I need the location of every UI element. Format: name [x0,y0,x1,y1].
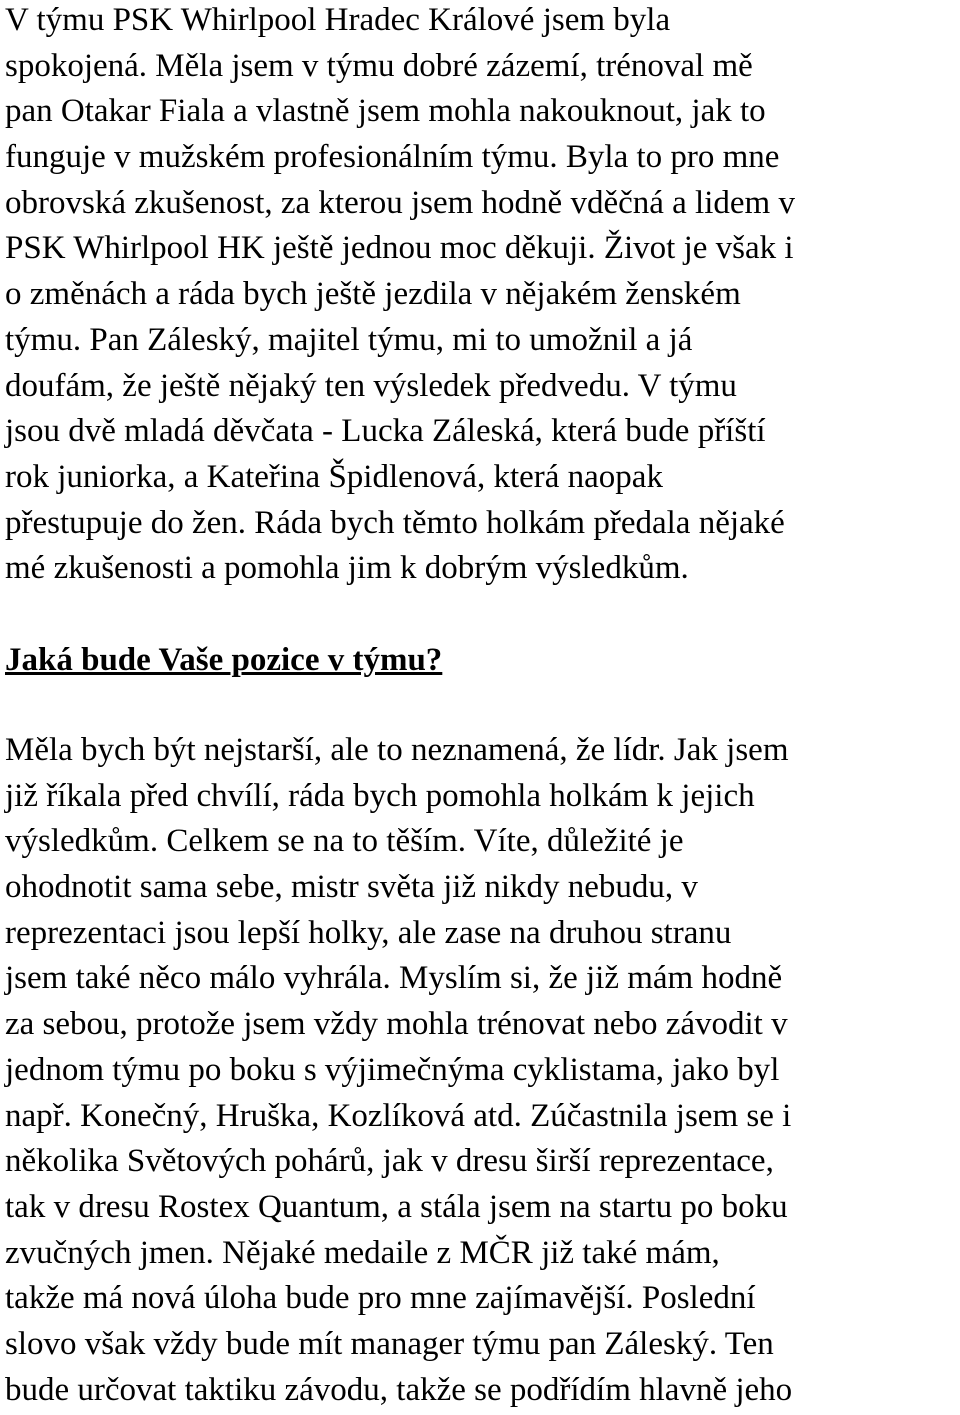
text-line: za sebou, protože jsem vždy mohla trénovat nebo závodit v [5,1006,788,1043]
text-line: např. Konečný, Hruška, Kozlíková atd. Zúčastnila jsem se i [5,1097,792,1134]
text-line: V týmu PSK Whirlpool Hradec Králové jsem byla [5,2,671,38]
paragraph-answer [5,728,960,1413]
text-line: výsledkům. Celkem se na to těším. Víte, důležité je [5,823,684,860]
text-line: pan Otakar Fiala a vlastně jsem mohla nakouknout, jak to [5,93,766,130]
text-line: spokojená. Měla jsem v týmu dobré zázemí, trénoval mě [5,47,753,84]
text-line: již říkala před chvílí, ráda bych pomohla holkám k jejich [5,777,755,814]
text-line: zvučných jmen. Nějaké medaile z MČR již také mám, [5,1234,720,1271]
text-line: doufám, že ještě nějaký ten výsledek předvedu. V týmu [5,367,737,404]
text-line: slovo však vždy bude mít manager týmu pan Záleský. Ten [5,1325,774,1362]
text-line: funguje v mužském profesionálním týmu. Byla to pro mne [5,139,780,176]
text-line: několika Světových pohárů, jak v dresu širší reprezentace, [5,1143,774,1180]
text-line: takže má nová úloha bude pro mne zajímavější. Poslední [5,1280,756,1317]
text-line: jsem také něco málo vyhrála. Myslím si, že již mám hodně [5,960,783,997]
text-line: jsou dvě mladá děvčata - Lucka Záleská, která bude příští [5,413,766,450]
paragraph-intro [5,0,960,592]
text-line: reprezentaci jsou lepší holky, ale zase na druhou stranu [5,914,732,951]
text-line: týmu. Pan Záleský, majitel týmu, mi to umožnil a já [5,321,693,358]
text-line: jednom týmu po boku s výjimečnýma cyklistama, jako byl [5,1051,780,1088]
text-line: ohodnotit sama sebe, mistr světa již nikdy nebudu, v [5,869,698,906]
text-line: PSK Whirlpool HK ještě jednou moc děkuji. Život je však i [5,230,794,267]
text-line: rok juniorka, a Kateřina Špidlenová, která naopak [5,458,663,495]
question-text: Jaká bude Vaše pozice v týmu? [5,642,443,678]
interview-question-heading [5,638,960,684]
text-line: přestupuje do žen. Ráda bych těmto holkám předala nějaké [5,504,785,541]
text-line: mé zkušenosti a pomohla jim k dobrým výsledkům. [5,550,689,587]
text-line: bude určovat taktiku závodu, takže se podřídím hlavně jeho [5,1371,793,1408]
text-line: o změnách a ráda bych ještě jezdila v nějakém ženském [5,276,741,313]
text-line: Měla bych být nejstarší, ale to neznamená, že lídr. Jak jsem [5,732,789,768]
text-line: tak v dresu Rostex Quantum, a stála jsem na startu po boku [5,1188,788,1225]
text-line: obrovská zkušenost, za kterou jsem hodně vděčná a lidem v [5,184,795,221]
